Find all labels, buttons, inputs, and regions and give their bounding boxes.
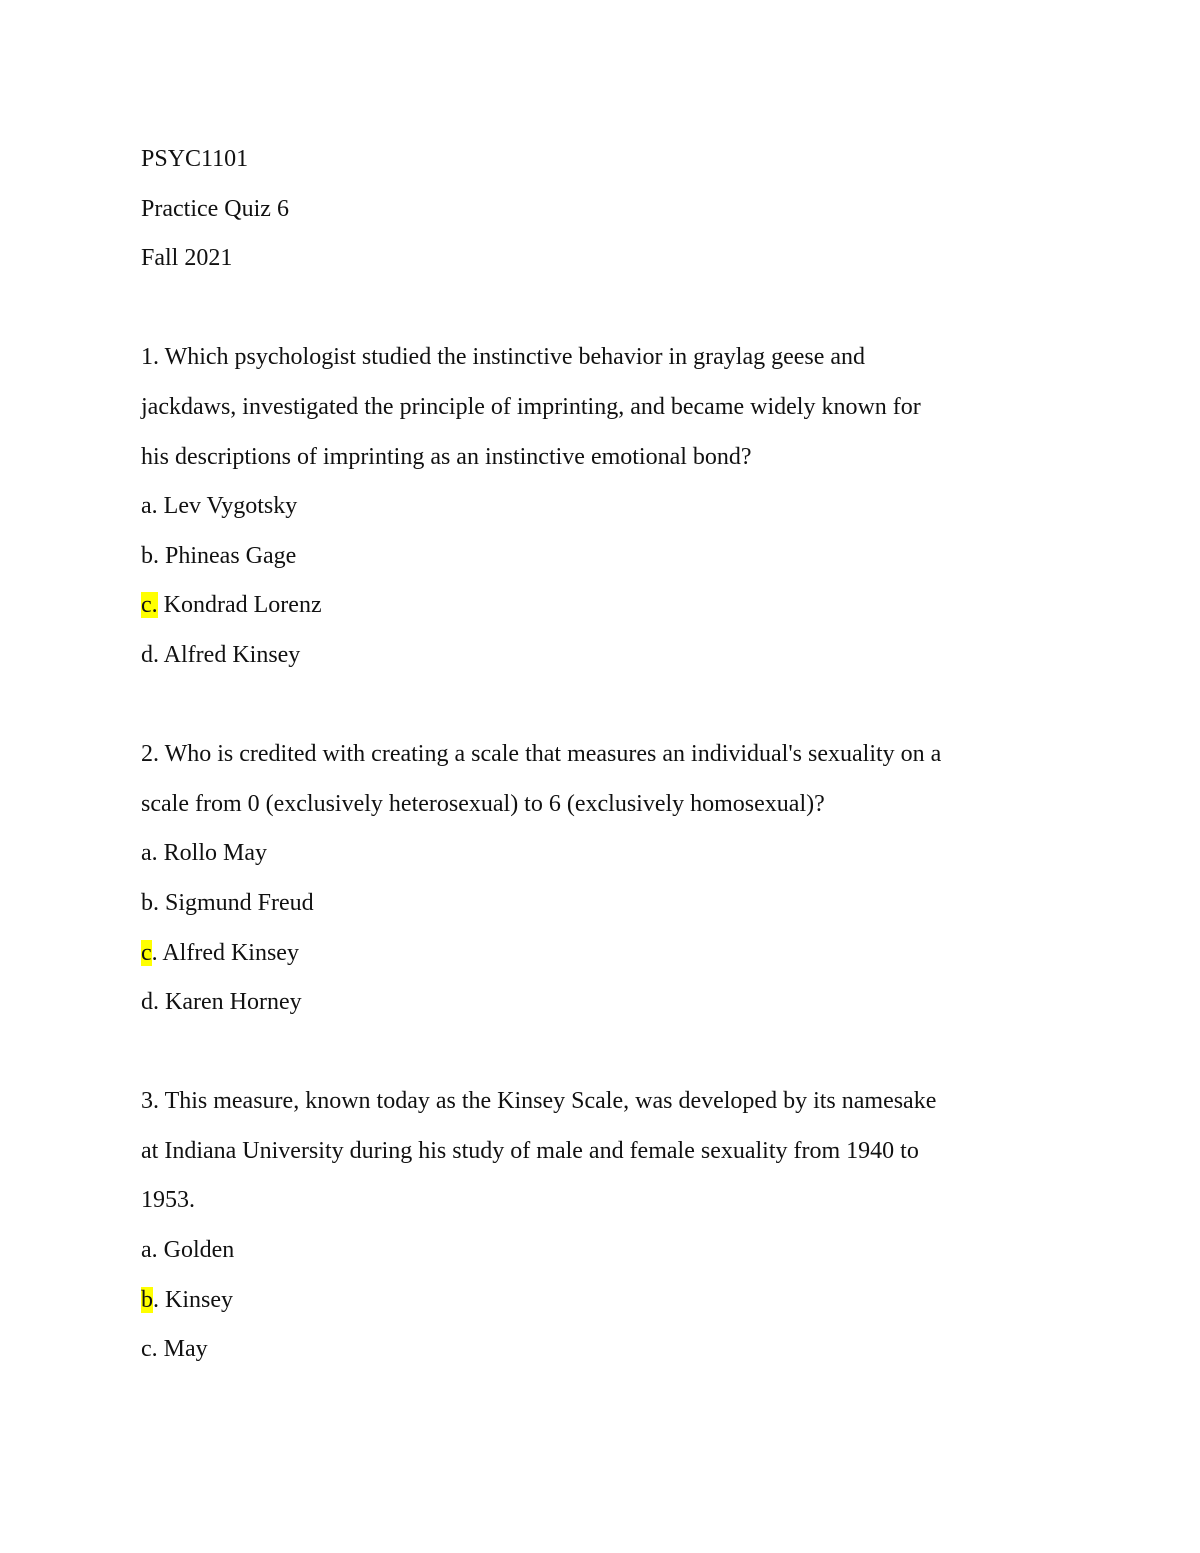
spacer <box>141 681 1081 731</box>
question-2 <box>141 730 1081 1028</box>
question-1 <box>141 333 1081 680</box>
question-2-prompt-line-2: scale from 0 (exclusively heterosexual) to 6 (exclusively homosexual)? <box>141 790 825 817</box>
question-3-option-a <box>141 1226 1081 1276</box>
option-letter: d. <box>141 641 159 668</box>
option-text: Phineas Gage <box>159 542 297 569</box>
question-2-option-c <box>141 929 1081 979</box>
question-1-option-c <box>141 581 1081 631</box>
question-3 <box>141 1077 1081 1375</box>
option-letter: a. <box>141 840 158 867</box>
document-body <box>141 135 1081 1375</box>
question-1-prompt-line-1: 1. Which psychologist studied the instinctive behavior in graylag geese and <box>141 344 866 371</box>
option-letter: b. <box>141 542 159 569</box>
question-2-option-a <box>141 829 1081 879</box>
option-letter: b. <box>141 889 159 916</box>
quiz-title: Practice Quiz 6 <box>141 195 289 222</box>
question-1-option-b <box>141 532 1081 582</box>
term: Fall 2021 <box>141 245 233 272</box>
option-text: Golden <box>157 1237 235 1264</box>
option-letter: c. <box>141 1336 158 1363</box>
option-letter: a. <box>141 1237 158 1264</box>
option-text: . Kinsey <box>153 1286 233 1313</box>
option-text: . Alfred Kinsey <box>151 939 299 966</box>
question-1-option-d <box>141 631 1081 681</box>
question-3-prompt-line-3: 1953. <box>141 1187 195 1214</box>
option-text: Rollo May <box>157 840 267 867</box>
option-text: Kondrad Lorenz <box>157 592 322 619</box>
answer-highlight: c <box>141 939 152 966</box>
option-text: Sigmund Freud <box>159 889 314 916</box>
question-1-prompt-line-2: jackdaws, investigated the principle of imprinting, and became widely known for <box>141 393 921 420</box>
option-letter: d. <box>141 989 159 1016</box>
question-2-option-b <box>141 879 1081 929</box>
spacer <box>141 284 1081 334</box>
option-text: May <box>157 1336 208 1363</box>
answer-highlight: c. <box>141 592 158 619</box>
question-1-prompt-line-3: his descriptions of imprinting as an instinctive emotional bond? <box>141 443 752 470</box>
option-text: Alfred Kinsey <box>159 641 301 668</box>
question-1-option-a <box>141 482 1081 532</box>
question-3-prompt-line-2: at Indiana University during his study of male and female sexuality from 1940 to <box>141 1137 919 1164</box>
question-2-option-d <box>141 978 1081 1028</box>
question-3-option-b <box>141 1276 1081 1326</box>
question-2-prompt-line-1: 2. Who is credited with creating a scale that measures an individual's sexuality on a <box>141 741 942 768</box>
question-3-prompt-line-1: 3. This measure, known today as the Kinsey Scale, was developed by its namesake <box>141 1088 937 1115</box>
option-text: Lev Vygotsky <box>157 493 298 520</box>
option-text: Karen Horney <box>159 989 302 1016</box>
question-3-option-c <box>141 1325 1081 1375</box>
option-letter: a. <box>141 493 158 520</box>
answer-highlight: b <box>141 1286 153 1313</box>
spacer <box>141 1028 1081 1078</box>
course-code: PSYC1101 <box>141 146 249 172</box>
